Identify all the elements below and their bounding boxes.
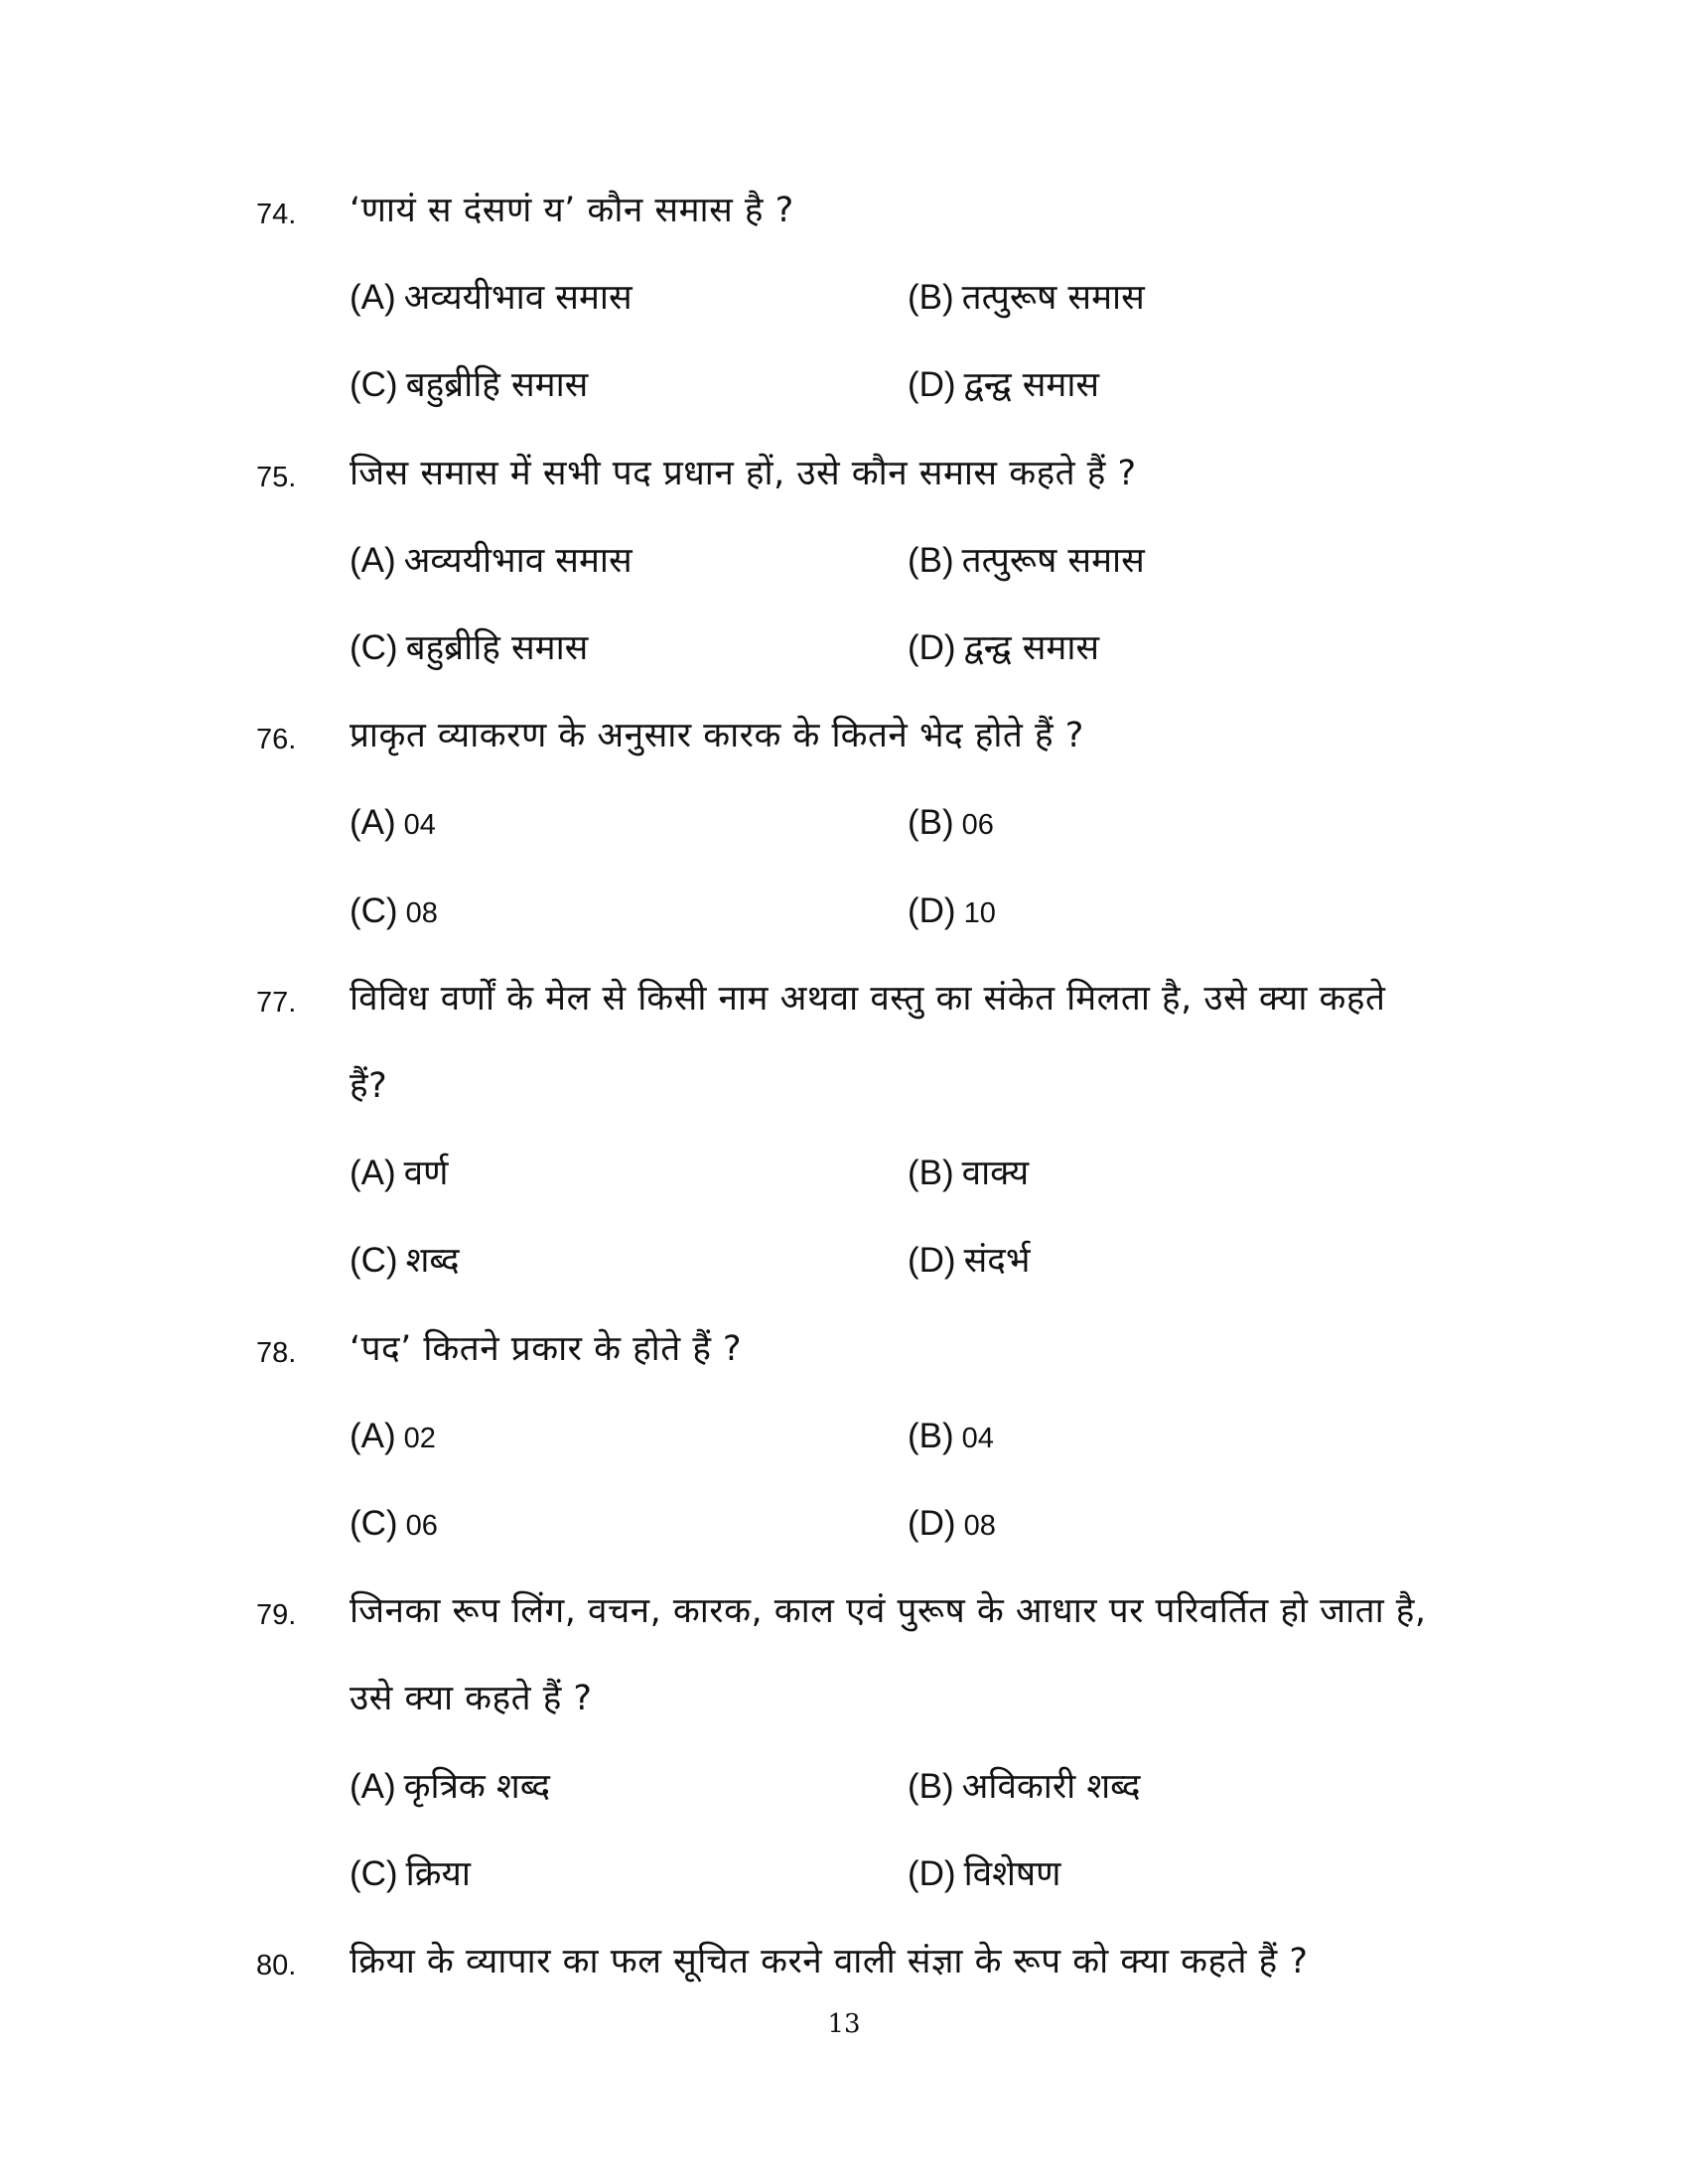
option-label: (B): [908, 1154, 954, 1193]
option-text: क्रिया: [405, 1853, 471, 1894]
option-text: शब्द: [405, 1241, 460, 1282]
question-text: विविध वर्णों के मेल से किसी नाम अथवा वस्तु का संकेत मिलता है, उसे क्या कहते: [350, 978, 1386, 1019]
question-text: प्राकृत व्याकरण के अनुसार कारक के कितने भेद होते हैं ?: [350, 716, 1084, 756]
question-line: [0, 967, 1688, 1026]
question-line: [0, 1930, 1688, 1989]
option-text: 04: [403, 809, 436, 842]
option-item: [908, 276, 1145, 320]
option-label: (C): [350, 1504, 398, 1543]
option-item: [908, 889, 996, 935]
question-text: उसे क्या कहते हैं ?: [350, 1679, 593, 1719]
option-label: (B): [908, 540, 954, 580]
question-number: 77.: [256, 986, 297, 1019]
option-text: अव्ययीभाव समास: [403, 278, 633, 319]
option-item: [908, 801, 994, 847]
question-number: 80.: [256, 1950, 297, 1981]
options-row: [0, 1492, 1688, 1552]
option-item: [908, 1152, 1029, 1195]
option-text: विशेषण: [963, 1853, 1061, 1894]
option-item: [908, 363, 1099, 407]
options-row: [0, 616, 1688, 676]
option-text: 04: [961, 1422, 994, 1454]
option-label: (B): [908, 803, 954, 843]
option-text: 10: [963, 896, 996, 929]
option-item: [350, 626, 588, 670]
option-text: द्वन्द्व समास: [963, 628, 1100, 668]
option-text: अव्ययीभाव समास: [403, 540, 633, 581]
option-text: तत्पुरूष समास: [961, 278, 1145, 319]
option-text: बहुब्रीहि समास: [405, 628, 589, 668]
options-row: [0, 1229, 1688, 1289]
option-text: 08: [405, 896, 438, 929]
option-label: (D): [908, 365, 956, 405]
option-item: [350, 276, 633, 320]
options-row: [0, 266, 1688, 326]
question-line: [0, 179, 1688, 238]
option-text: 02: [403, 1422, 436, 1454]
option-item: [350, 889, 438, 935]
option-label: (B): [908, 278, 954, 318]
options-row: [0, 353, 1688, 413]
option-item: [908, 1852, 1060, 1896]
option-item: [350, 801, 436, 847]
option-item: [350, 1415, 436, 1460]
option-item: [908, 1502, 996, 1548]
option-label: (C): [350, 1853, 398, 1893]
option-item: [350, 1239, 460, 1283]
option-text: 06: [405, 1510, 438, 1542]
option-text: बहुब्रीहि समास: [405, 365, 589, 406]
question-text: क्रिया के व्यापार का फल सूचित करने वाली संज्ञा के रूप को क्या कहते हैं ?: [350, 1942, 1309, 1981]
options-row: [0, 1142, 1688, 1201]
question-text: जिनका रूप लिंग, वचन, कारक, काल एवं पुरूष के आधार पर परिवर्तित हो जाता है,: [350, 1591, 1427, 1632]
option-label: (D): [908, 1241, 956, 1281]
option-label: (C): [350, 628, 398, 667]
question-number: 74.: [256, 199, 297, 230]
option-item: [908, 1765, 1140, 1809]
question-line: [0, 442, 1688, 501]
option-label: (D): [908, 1504, 956, 1543]
question-line: [0, 1317, 1688, 1377]
option-label: (C): [350, 365, 398, 405]
option-text: तत्पुरूष समास: [961, 540, 1145, 581]
option-label: (D): [908, 628, 956, 667]
options-row: [0, 529, 1688, 589]
question-text: जिस समास में सभी पद प्रधान हों, उसे कौन समास कहते हैं ?: [350, 453, 1137, 493]
question-number: 78.: [256, 1336, 297, 1369]
options-row: [0, 1405, 1688, 1464]
option-item: [350, 1152, 448, 1195]
options-row: [0, 880, 1688, 939]
option-label: (A): [350, 278, 396, 318]
option-label: (B): [908, 1766, 954, 1806]
options-row: [0, 791, 1688, 851]
question-number: 75.: [256, 461, 297, 493]
option-label: (C): [350, 890, 398, 930]
option-text: संदर्भ: [963, 1241, 1031, 1282]
question-line-continued: [0, 1667, 1688, 1726]
option-text: कृत्रिक शब्द: [403, 1766, 550, 1807]
question-text: ‘पद’ कितने प्रकार के होते हैं ?: [350, 1328, 743, 1369]
option-item: [350, 1765, 550, 1809]
options-row: [0, 1843, 1688, 1902]
option-label: (A): [350, 803, 396, 843]
option-item: [350, 539, 633, 583]
option-item: [350, 1502, 438, 1548]
option-text: वर्ण: [403, 1154, 449, 1194]
question-number: 76.: [256, 724, 297, 756]
question-line: [0, 704, 1688, 763]
option-label: (A): [350, 1154, 396, 1193]
option-item: [908, 626, 1099, 670]
option-item: [908, 1415, 994, 1460]
question-line: [0, 1579, 1688, 1639]
option-label: (D): [908, 890, 956, 930]
page-number: 13: [827, 2009, 861, 2039]
option-label: (C): [350, 1241, 398, 1281]
option-label: (B): [908, 1416, 954, 1455]
option-label: (D): [908, 1853, 956, 1893]
option-text: द्वन्द्व समास: [963, 365, 1100, 406]
option-text: 08: [963, 1510, 996, 1542]
question-number: 79.: [256, 1599, 297, 1632]
option-item: [350, 363, 588, 407]
options-row: [0, 1755, 1688, 1815]
question-line-continued: [0, 1054, 1688, 1114]
option-label: (A): [350, 1766, 396, 1806]
option-item: [908, 1239, 1030, 1283]
question-text: हैं?: [350, 1066, 388, 1106]
option-text: वाक्य: [961, 1154, 1030, 1194]
option-label: (A): [350, 540, 396, 580]
question-text: ‘णायं स दंसणं य’ कौन समास है ?: [350, 191, 794, 230]
option-item: [350, 1852, 471, 1896]
option-item: [908, 539, 1145, 583]
option-label: (A): [350, 1416, 396, 1455]
option-text: 06: [961, 809, 994, 842]
option-text: अविकारी शब्द: [961, 1766, 1141, 1807]
